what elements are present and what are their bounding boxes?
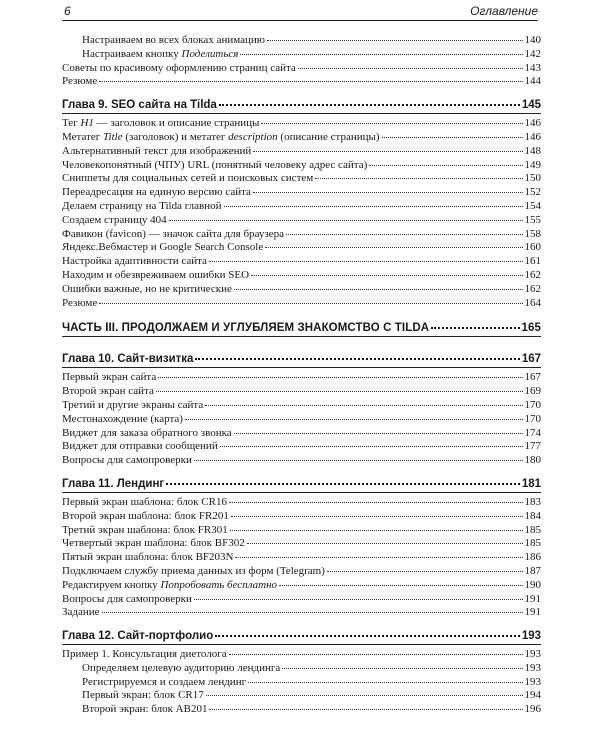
- toc-entry[interactable]: [62, 269, 541, 283]
- toc-entry[interactable]: [62, 145, 541, 159]
- dot-leader: [99, 81, 522, 82]
- dot-leader: [234, 433, 523, 434]
- toc-title-segment: Первый экран шаблона: блок CR16: [62, 495, 227, 508]
- heading-spacer: [62, 337, 541, 343]
- toc-title-segment: Редактируем кнопку: [62, 578, 161, 591]
- toc-page-number: 144: [524, 75, 541, 88]
- dot-leader: [231, 516, 523, 517]
- dot-leader: [158, 377, 522, 378]
- toc-entry-title: [62, 255, 207, 269]
- dot-leader: [230, 530, 523, 531]
- toc-entry-title: [62, 648, 227, 662]
- dot-leader: [431, 327, 519, 329]
- toc-page-number: 190: [524, 578, 541, 591]
- toc-entry-title: [62, 241, 263, 255]
- toc-title-segment: Подключаем службу приема данных из форм (Telegram): [62, 564, 325, 577]
- toc-page-number: 146: [524, 117, 541, 130]
- toc-title-segment: Регистрируемся и создаем лендинг: [82, 675, 247, 688]
- toc-entry-title: [62, 352, 193, 366]
- toc-title-segment: Пятый экран шаблона: блок BF203N: [62, 551, 234, 564]
- toc-entry[interactable]: [62, 214, 541, 228]
- toc-page-number: 185: [524, 523, 541, 536]
- dot-leader: [194, 599, 523, 600]
- toc-entry-title: [62, 75, 97, 89]
- toc-entry-title: [62, 117, 259, 131]
- toc-title-segment: Вопросы для самопроверки: [62, 592, 192, 605]
- toc-entry-title: [82, 703, 207, 717]
- toc-page-number: 160: [524, 241, 541, 254]
- dot-leader: [215, 635, 520, 637]
- toc-page-number: 194: [524, 689, 541, 702]
- toc-chapter[interactable]: [62, 98, 541, 112]
- toc-page-number: 193: [524, 675, 541, 688]
- toc-page-number: 164: [524, 296, 541, 309]
- toc-title-segment: (описание страницы): [277, 130, 380, 143]
- toc-entry-title: [62, 510, 229, 524]
- toc-entry[interactable]: [62, 297, 541, 311]
- toc-page-number: 145: [521, 99, 541, 112]
- toc-title-segment: Яндекс.Вебмастер и Google Search Console: [62, 241, 264, 254]
- toc-entry[interactable]: [62, 200, 541, 214]
- toc-page-number: 174: [524, 426, 541, 439]
- toc-title-segment: Попробовать бесплатно: [160, 578, 278, 591]
- dot-leader: [286, 234, 523, 235]
- toc-entry-title: [62, 98, 217, 112]
- toc-page-number: 150: [524, 172, 541, 185]
- page-number: 6: [64, 4, 71, 18]
- dot-leader: [253, 151, 522, 152]
- dot-leader: [166, 483, 520, 485]
- toc-entry-title: [62, 62, 296, 76]
- toc-entry-title: [62, 131, 380, 145]
- toc-title-segment: Фавикон (favicon) — значок сайта для браузера: [62, 227, 284, 240]
- toc-entry[interactable]: [62, 579, 541, 593]
- dot-leader: [102, 612, 523, 613]
- toc-page-number: 148: [524, 144, 541, 157]
- toc-title-segment: Третий экран шаблона: блок FR301: [62, 523, 228, 536]
- toc-subentry[interactable]: [62, 689, 541, 703]
- toc-entry-title: [62, 385, 154, 399]
- toc-entry-title: [82, 689, 204, 703]
- toc-entry[interactable]: [62, 454, 541, 468]
- toc-page-number: 185: [524, 537, 541, 550]
- toc-part[interactable]: [62, 321, 541, 335]
- toc-chapter[interactable]: [62, 352, 541, 366]
- dot-leader: [229, 654, 523, 655]
- dot-leader: [253, 192, 523, 193]
- dot-leader: [209, 709, 522, 710]
- toc-entry[interactable]: [62, 283, 541, 297]
- dot-leader: [261, 123, 522, 124]
- toc-page-number: 183: [524, 495, 541, 508]
- toc-entry[interactable]: [62, 241, 541, 255]
- toc-title-segment: Местонахождение (карта): [62, 412, 183, 425]
- toc-title-segment: Настраиваем во всех блоках анимацию: [82, 34, 265, 46]
- toc-title-segment: Определяем целевую аудиторию лендинга: [82, 661, 281, 674]
- table-of-contents: [62, 34, 541, 717]
- toc-entry[interactable]: [62, 75, 541, 89]
- running-title: Оглавление: [470, 4, 538, 18]
- dot-leader: [327, 571, 523, 572]
- toc-entry-title: [82, 676, 246, 690]
- toc-page-number: 193: [524, 661, 541, 674]
- toc-page-number: 154: [524, 199, 541, 212]
- toc-entry-title: [62, 186, 251, 200]
- toc-entry[interactable]: [62, 371, 541, 385]
- toc-entry[interactable]: [62, 117, 541, 131]
- toc-page-number: 180: [524, 454, 541, 467]
- dot-leader: [369, 165, 522, 166]
- toc-entry-title: [62, 269, 249, 283]
- toc-entry-title: [62, 413, 183, 427]
- toc-subentry[interactable]: [62, 703, 541, 717]
- toc-title-segment: Вопросы для самопроверки: [62, 454, 192, 467]
- dot-leader: [206, 695, 523, 696]
- dot-leader: [265, 247, 522, 248]
- toc-title-segment: Поделиться: [181, 47, 239, 60]
- toc-title-segment: Виджет для заказа обратного звонка: [62, 426, 232, 439]
- toc-entry[interactable]: [62, 186, 541, 200]
- toc-entry-title: [62, 593, 192, 607]
- toc-page-number: 177: [524, 440, 541, 453]
- dot-leader: [169, 220, 523, 221]
- toc-title-segment: Человекопонятный (ЧПУ) URL (понятный человеку адрес сайта): [62, 158, 368, 171]
- toc-page-number: 167: [521, 353, 541, 366]
- toc-page-number: 140: [524, 34, 541, 46]
- toc-title-segment: Второй экран сайта: [62, 385, 154, 398]
- toc-entry-title: [62, 524, 228, 538]
- toc-subentry[interactable]: [62, 676, 541, 690]
- toc-title-segment: Находим и обезвреживаем ошибки SEO: [62, 268, 250, 281]
- toc-title-segment: Первый экран сайта: [62, 371, 157, 384]
- toc-title-segment: Резюме: [62, 296, 98, 309]
- dot-leader: [234, 289, 523, 290]
- toc-title-segment: — заголовок и описание страницы: [93, 117, 260, 130]
- toc-title-segment: Второй экран: блок AB201: [82, 703, 208, 716]
- toc-title-segment: Ошибки важные, но не критические: [62, 282, 232, 295]
- toc-page-number: 184: [524, 509, 541, 522]
- toc-page-number: 193: [521, 630, 541, 643]
- toc-title-segment: Делаем страницу на Tilda главной: [62, 199, 222, 212]
- toc-entry-title: [62, 551, 233, 565]
- toc-entry[interactable]: [62, 496, 541, 510]
- dot-leader: [251, 275, 522, 276]
- toc-title-segment: Сниппеты для социальных сетей и поисковых систем: [62, 172, 314, 185]
- toc-title-segment: Пример 1. Консультация диетолога: [62, 648, 227, 661]
- toc-entry[interactable]: [62, 131, 541, 145]
- toc-page-number: 149: [524, 158, 541, 171]
- toc-page-number: 161: [524, 255, 541, 268]
- toc-entry-title: [62, 565, 325, 579]
- toc-title-segment: Второй экран шаблона: блок FR201: [62, 509, 229, 522]
- toc-entry-title: [62, 228, 284, 242]
- toc-entry-title: [62, 537, 245, 551]
- toc-title-segment: Метатег: [62, 130, 104, 143]
- toc-title-segment: H1: [80, 117, 94, 130]
- toc-entry[interactable]: [62, 413, 541, 427]
- toc-page-number: 158: [524, 227, 541, 240]
- toc-subentry[interactable]: [62, 34, 541, 48]
- dot-leader: [282, 668, 522, 669]
- dot-leader: [298, 68, 523, 69]
- toc-entry-title: [62, 371, 156, 385]
- toc-entry-title: [62, 496, 227, 510]
- toc-entry[interactable]: [62, 228, 541, 242]
- toc-page-number: 181: [521, 477, 541, 490]
- toc-title-segment: Создаем страницу 404: [62, 213, 167, 226]
- toc-entry-title: [62, 200, 222, 214]
- toc-entry-title: [62, 454, 192, 468]
- dot-leader: [194, 460, 523, 461]
- toc-page-number: 169: [524, 385, 541, 398]
- toc-entry-title: [82, 34, 265, 48]
- dot-leader: [279, 585, 522, 586]
- page-header: [62, 4, 538, 21]
- toc-title-segment: Задание: [62, 606, 100, 619]
- dot-leader: [219, 104, 520, 106]
- toc-title-segment: Первый экран: блок CR17: [82, 689, 204, 702]
- toc-title-segment: description: [228, 130, 278, 143]
- toc-entry-title: [62, 579, 277, 593]
- dot-leader: [240, 54, 522, 55]
- toc-page-number: 186: [524, 551, 541, 564]
- toc-title-segment: Третий и другие экраны сайта: [62, 398, 204, 411]
- toc-title-segment: Советы по красивому оформлению страниц сайта: [62, 61, 296, 74]
- toc-entry-title: [62, 321, 429, 335]
- toc-entry-title: [62, 145, 251, 159]
- toc-title-segment: Альтернативный текст для изображений: [62, 144, 252, 157]
- toc-entry[interactable]: [62, 255, 541, 269]
- toc-title-segment: Настраиваем кнопку: [82, 47, 182, 60]
- toc-title-segment: Title: [103, 130, 123, 143]
- toc-entry-title: [62, 606, 100, 620]
- dot-leader: [156, 391, 523, 392]
- dot-leader: [220, 446, 523, 447]
- toc-entry[interactable]: [62, 565, 541, 579]
- toc-chapter[interactable]: [62, 477, 541, 491]
- dot-leader: [99, 303, 522, 304]
- toc-entry-title: [62, 399, 203, 413]
- toc-page-number: 165: [521, 322, 541, 335]
- toc-title-segment: Глава 11. Лендинг: [62, 477, 165, 490]
- toc-page-number: 193: [524, 648, 541, 661]
- toc-entry[interactable]: [62, 159, 541, 173]
- toc-entry-title: [62, 297, 97, 311]
- toc-entry-title: [62, 427, 232, 441]
- toc-page-number: 162: [524, 268, 541, 281]
- toc-page-number: 146: [524, 130, 541, 143]
- toc-title-segment: Резюме: [62, 75, 98, 88]
- toc-entry-title: [62, 214, 167, 228]
- toc-page-number: 142: [524, 47, 541, 60]
- toc-title-segment: Настройка адаптивности сайта: [62, 255, 207, 268]
- toc-entry-title: [62, 629, 213, 643]
- toc-entry[interactable]: [62, 648, 541, 662]
- toc-page-number: 143: [524, 61, 541, 74]
- dot-leader: [382, 137, 523, 138]
- toc-subentry[interactable]: [62, 48, 541, 62]
- toc-entry-title: [62, 283, 232, 297]
- toc-entry[interactable]: [62, 537, 541, 551]
- toc-entry[interactable]: [62, 593, 541, 607]
- dot-leader: [224, 206, 523, 207]
- dot-leader: [247, 543, 523, 544]
- toc-entry[interactable]: [62, 399, 541, 413]
- toc-title-segment: (заголовок) и метатег: [122, 130, 229, 143]
- toc-title-segment: Тег: [62, 117, 81, 130]
- toc-entry-title: [62, 159, 367, 173]
- toc-entry[interactable]: [62, 440, 541, 454]
- toc-title-segment: Глава 9. SEO сайта на Tilda: [62, 99, 217, 112]
- dot-leader: [229, 502, 523, 503]
- toc-title-segment: Глава 12. Сайт-портфолио: [62, 630, 214, 643]
- dot-leader: [267, 40, 523, 41]
- toc-entry-title: [82, 662, 280, 676]
- toc-page-number: 196: [524, 703, 541, 716]
- toc-entry[interactable]: [62, 385, 541, 399]
- toc-page-number: 191: [524, 592, 541, 605]
- toc-page-number: 152: [524, 186, 541, 199]
- toc-subentry[interactable]: [62, 662, 541, 676]
- toc-page-number: 170: [524, 412, 541, 425]
- dot-leader: [315, 178, 522, 179]
- dot-leader: [235, 557, 522, 558]
- toc-title-segment: Глава 10. Сайт-визитка: [62, 353, 194, 366]
- dot-leader: [195, 358, 519, 360]
- toc-title-segment: Виджет для отправки сообщений: [62, 440, 218, 453]
- dot-leader: [185, 419, 523, 420]
- toc-entry[interactable]: [62, 172, 541, 186]
- dot-leader: [209, 261, 523, 262]
- toc-entry[interactable]: [62, 510, 541, 524]
- toc-entry-title: [82, 48, 238, 62]
- toc-title-segment: Переадресация на единую версию сайта: [62, 186, 251, 199]
- toc-page-number: 155: [524, 213, 541, 226]
- toc-entry[interactable]: [62, 427, 541, 441]
- toc-title-segment: Четвертый экран шаблона: блок BF302: [62, 537, 245, 550]
- toc-entry[interactable]: [62, 62, 541, 76]
- dot-leader: [248, 682, 522, 683]
- toc-entry-title: [62, 172, 313, 186]
- toc-entry[interactable]: [62, 551, 541, 565]
- toc-title-segment: ЧАСТЬ III. ПРОДОЛЖАЕМ И УГЛУБЛЯЕМ ЗНАКОМСТВО С TILDA: [62, 322, 430, 335]
- toc-entry[interactable]: [62, 606, 541, 620]
- toc-entry-title: [62, 477, 164, 491]
- toc-page-number: 191: [524, 606, 541, 619]
- toc-page-number: 162: [524, 282, 541, 295]
- toc-chapter[interactable]: [62, 629, 541, 643]
- dot-leader: [205, 405, 522, 406]
- toc-entry[interactable]: [62, 524, 541, 538]
- toc-page-number: 187: [524, 564, 541, 577]
- toc-entry-title: [62, 440, 218, 454]
- toc-page-number: 167: [524, 371, 541, 384]
- toc-page-number: 170: [524, 398, 541, 411]
